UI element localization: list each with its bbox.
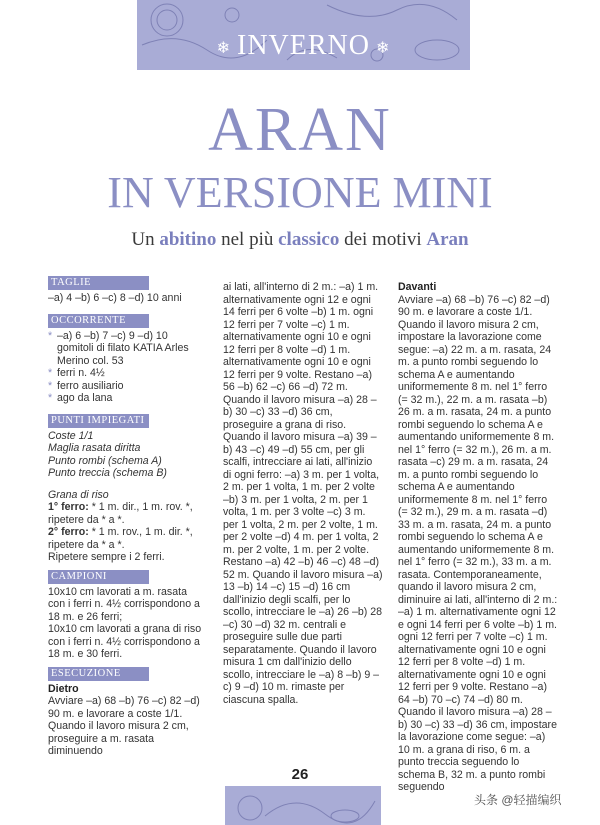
- section-label-text: INVERNO: [237, 30, 370, 61]
- gauge-text: 10x10 cm lavorati a m. rasata con i ferri n. 4½ corrispondono a 18 m. e 26 ferri;: [48, 585, 200, 623]
- stitch-name: Punto rombi (schema A): [48, 454, 162, 467]
- subtitle: Un abitino nel più classico dei motivi Aran: [131, 229, 469, 250]
- stitch-name: Coste 1/1: [48, 429, 94, 442]
- section-heading-occorrente: OCCORRENTE: [48, 314, 149, 328]
- page-number: 26: [291, 766, 309, 783]
- sizes-text: –a) 4 –b) 6 –c) 8 –d) 10 anni: [48, 292, 182, 304]
- list-item: * –a) 6 –b) 7 –c) 9 –d) 10 gomitoli di filato KATIA Arles Merino col. 53: [48, 329, 189, 367]
- section-label: [137, 30, 470, 62]
- title-line-1: ARAN: [208, 96, 392, 164]
- body-text: Avviare –a) 68 –b) 76 –c) 82 –d) 90 m. e lavorare a coste 1/1. Quando il lavoro misura 2 cm, impostare la lavorazione come segue: –a) 22 m. a m. rasata, 24 m. a punto rombi seguendo lo schema A e aumentando uniformemente 8 m. nel 1° ferro (= 32 m.), 22 m. a m. rasata –b) 26 m. a m. rasata, 24 m. a punto rombi seguendo lo schema A e aumentando uniformemente 8 m. nel 1° ferro (= 32 m.), 26 m. a m. rasata –c) 29 m. a m. rasata, 24 m. a punto rombi seguendo lo schema A e aumentando uniformemente 8 m. nel 1° ferro (= 32 m.), 29 m. a m. rasata –d) 33 m. a m. rasata, 24 m. a punto rombi seguendo lo schema A e aumentando uniformemente 8 m. nel 1° ferro (= 32 m.), 33 m. a m. rasata. Contemporaneamente, quando il lavoro misura 2 cm, diminuire ai lati, all'interno di 2 m.: –a) 1 m. alternativamente ogni 12 e ogni 14 ferri per 6 volte –b) 1 m. ogni 12 ferri per 7 volte –c) 1 m. alternativamente ogni 10 e ogni 12 ferri per 8 volte –d) 1 m. alternativamente ogni 10 e ogni 12 ferri per 9 volte. Restano –a) 64 –b) 70 –c) 74 –d) 80 m. Quando il lavoro misura –a) 28 –b) 30 –c) 33 –d) 36 cm, impostare la lavorazione come segue: –a) 10 m. a grana di riso, 6 m. a punto treccia seguendo lo schema B, 32 m. a punto rombi seguendo: [398, 293, 558, 793]
- column-1: [48, 276, 206, 758]
- section-heading-esecuzione: ESECUZIONE: [48, 667, 149, 681]
- row-instruction: 2° ferro: * 1 m. rov., 1 m. dir. *, ripetere da * a *.: [48, 526, 193, 551]
- list-item: * ago da lana: [48, 392, 113, 404]
- snowflake-icon: ❄: [376, 39, 391, 57]
- stitch-name: Maglia rasata diritta: [48, 442, 141, 454]
- column-2: [223, 281, 383, 706]
- column-3: [398, 281, 558, 794]
- row-instruction: 1° ferro: * 1 m. dir., 1 m. rov. *, ripetere da * a *.: [48, 501, 193, 526]
- section-heading-taglie: TAGLIE: [48, 276, 149, 290]
- subheading-davanti: Davanti: [398, 281, 437, 293]
- list-item: * ferri n. 4½: [48, 367, 105, 379]
- title-line-2: IN VERSIONE MINI: [107, 168, 493, 217]
- stitch-name: Punto treccia (schema B): [48, 467, 167, 479]
- header-banner: [137, 0, 470, 70]
- watermark: 头条 @轻描编织: [474, 793, 562, 807]
- stitch-name: Grana di riso: [48, 488, 109, 501]
- row-instruction: Ripetere sempre i 2 ferri.: [48, 551, 165, 563]
- footer-illustration: [225, 786, 381, 825]
- section-heading-campioni: CAMPIONI: [48, 570, 149, 584]
- subheading-dietro: Dietro: [48, 682, 79, 695]
- body-text: ai lati, all'interno di 2 m.: –a) 1 m. alternativamente ogni 12 e ogni 14 ferri per 6 volte –b) 1 m. ogni 12 ferri per 7 volte –c) 1 m. alternativamente ogni 10 e ogni 12 ferri per 8 volte –d) 1 m. alternativamente ogni 10 e ogni 12 ferri per 9 volte. Restano –a) 56 –b) 62 –c) 66 –d) 72 m. Quando il lavoro misura –a) 28 –b) 30 –c) 33 –d) 36 cm, proseguire a grana di riso. Quando il lavoro misura –a) 39 –b) 43 –c) 49 –d) 55 cm, per gli scalfi, intrecciare ai lati, all'inizio di ogni ferro: –a) 3 m. per 1 volta, 2 m. per 1 volta, 1 m. per 2 volte –b) 3 m. per 1 volta, 2 m. per 1 volta, 1 m. per 3 volte –c) 3 m. per 1 volta, 2 m. per 2 volte, 1 m. per 2 volte –d) 4 m. per 1 volta, 2 m. per 2 volte, 1 m. per 2 volte. Restano –a) 42 –b) 46 –c) 48 –d) 52 m. Quando il lavoro misura –a) 13 –b) 14 –c) 15 –d) 16 cm dall'inizio degli scalfi, per lo scollo, intrecciare le –a) 26 –b) 28 –c) 30 –d) 32 m. centrali e proseguire sulle due parti separatamente. Quando il lavoro misura 1 cm dall'inizio dello scollo, intrecciare le –a) 8 –b) 9 –c) 9 –d) 10 m. rimaste per ciascuna spalla.: [223, 281, 383, 706]
- snowflake-icon: ❄: [216, 39, 231, 57]
- section-heading-punti: PUNTI IMPIEGATI: [48, 414, 149, 428]
- body-text: Avviare –a) 68 –b) 76 –c) 82 –d) 90 m. e lavorare a coste 1/1. Quando il lavoro misura 2 cm, proseguire a m. rasata diminuendo: [48, 695, 200, 757]
- list-item: * ferro ausiliario: [48, 379, 124, 392]
- yarn-illustration: [225, 786, 381, 825]
- gauge-text: 10x10 cm lavorati a grana di riso con i ferri n. 4½ corrispondono a 18 m. e 30 ferri.: [48, 623, 202, 660]
